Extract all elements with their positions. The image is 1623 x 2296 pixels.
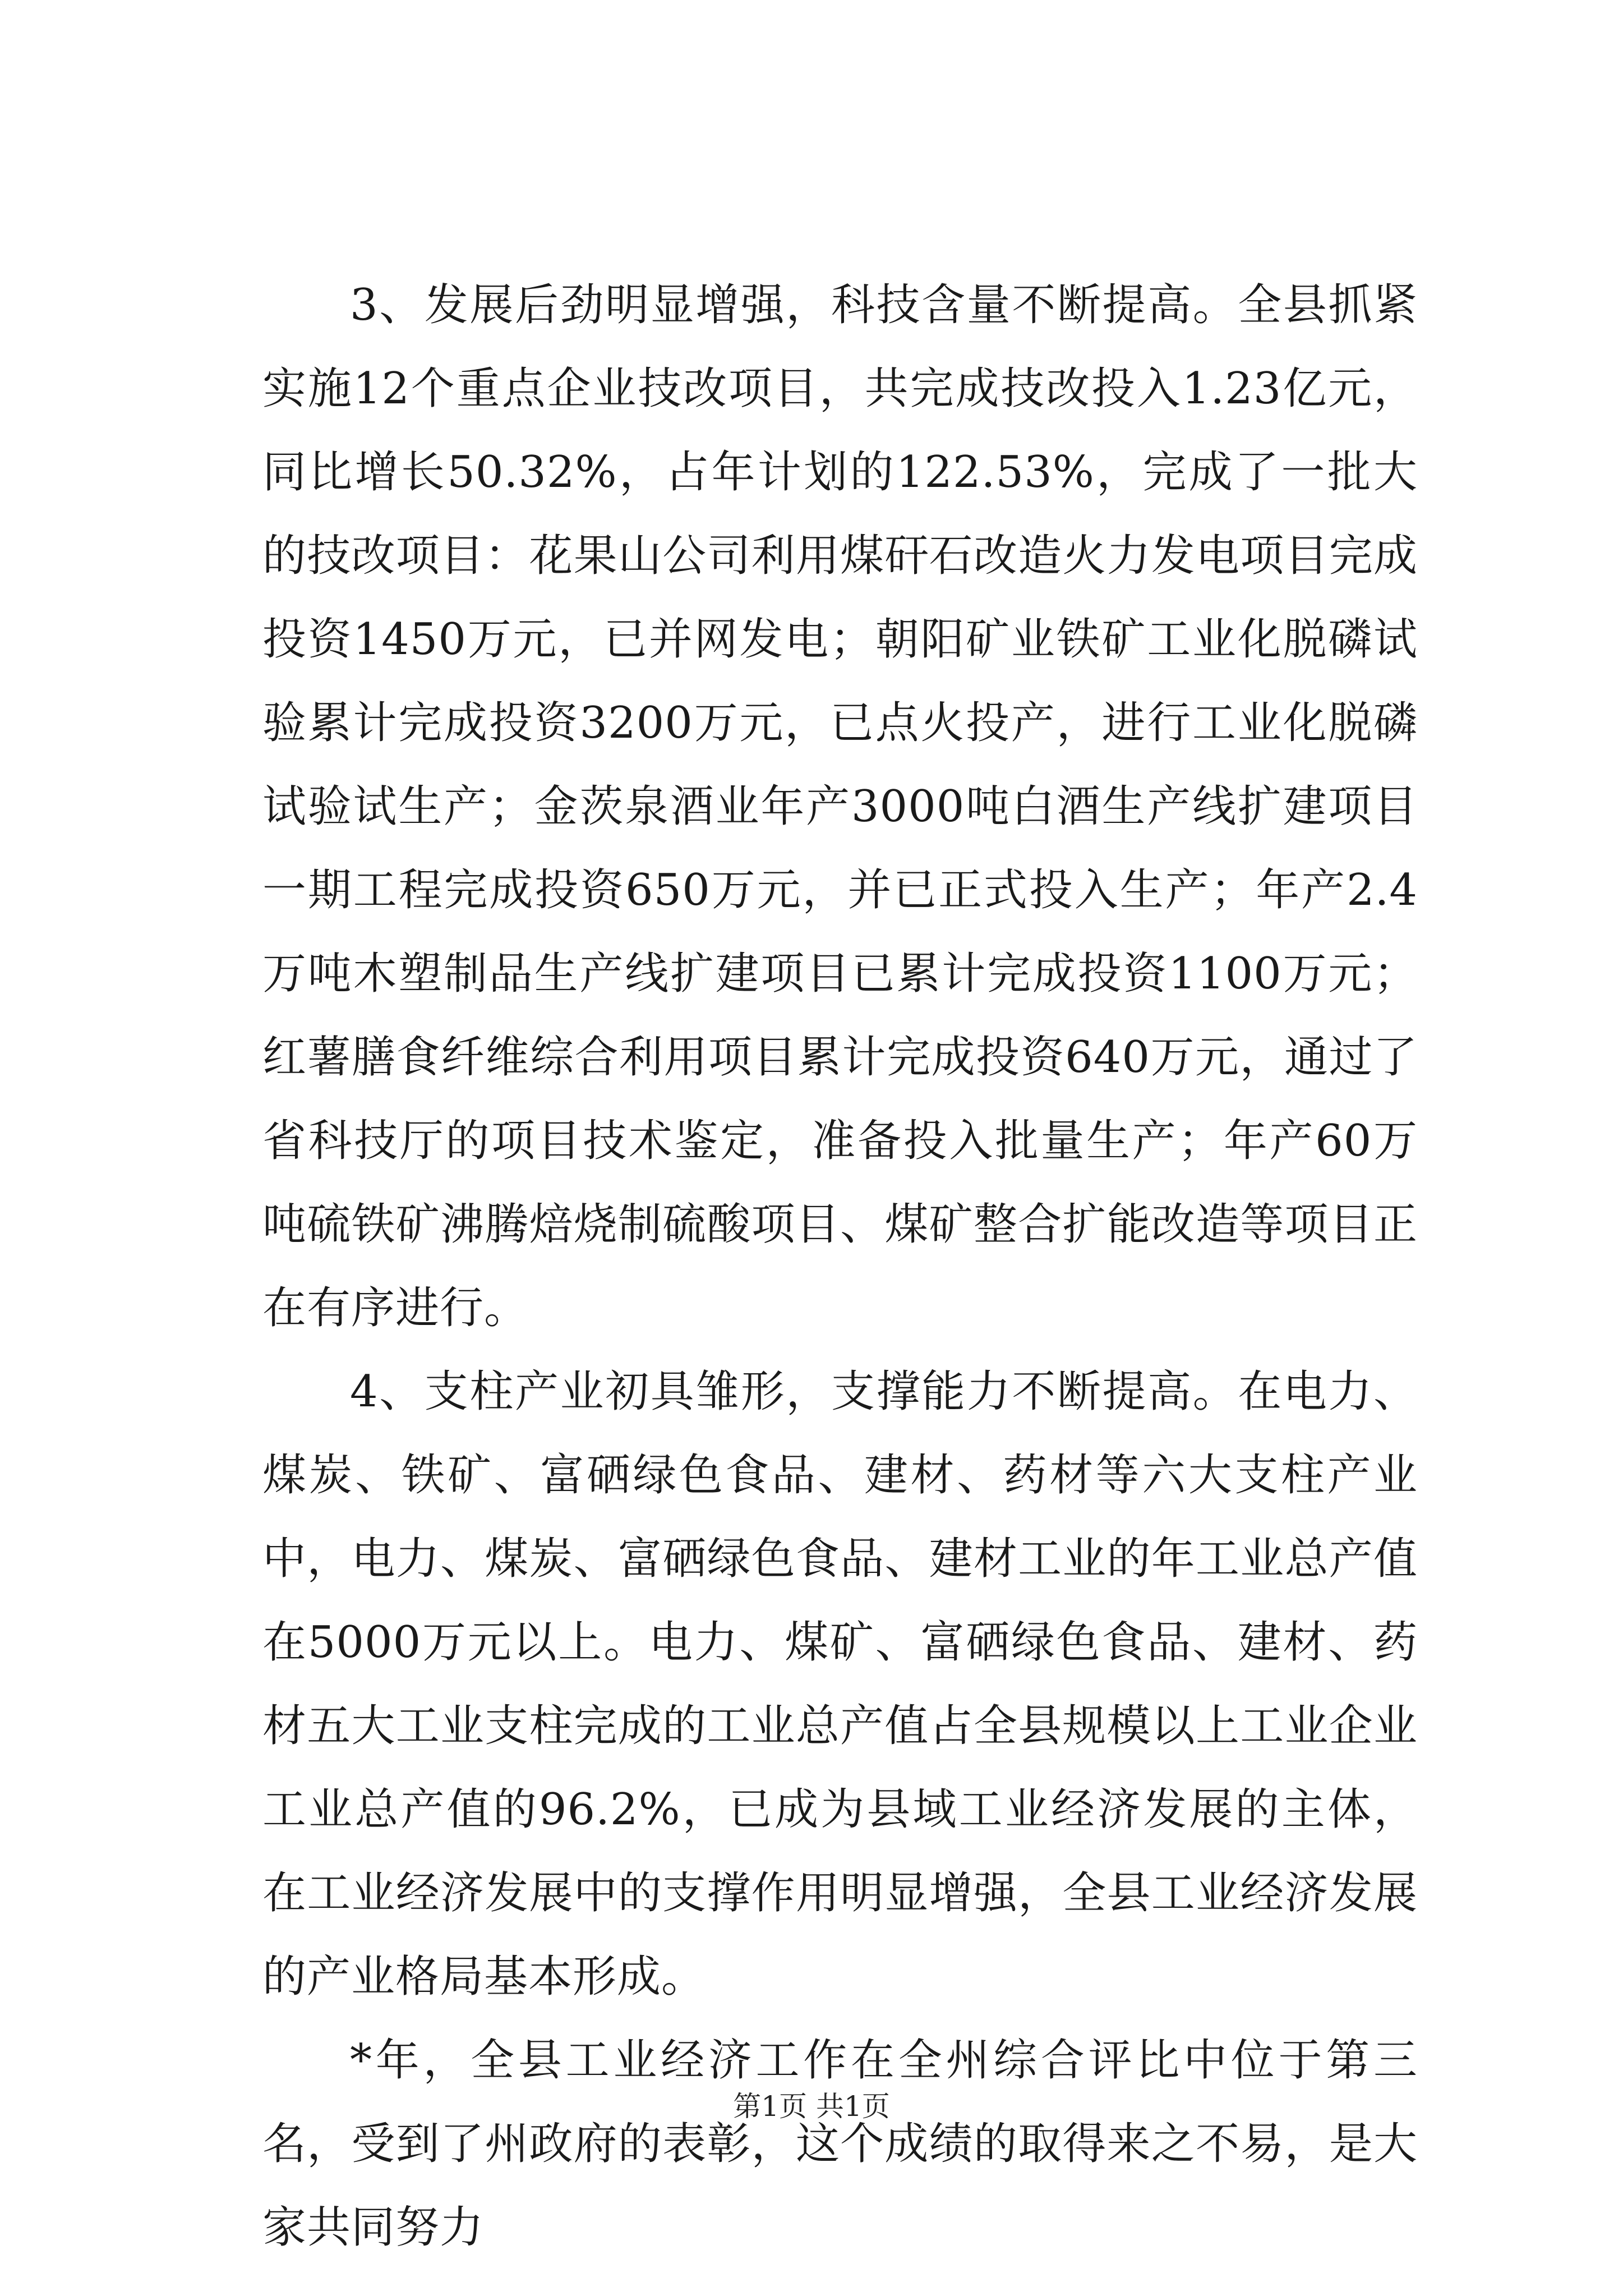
paragraph-tech-upgrade: 3、发展后劲明显增强，科技含量不断提高。全县抓紧实施12个重点企业技改项目，共完成技改投入1.23亿元，同比增长50.32%，占年计划的122.53%，完成了一批大的技改项目：花果山公司利用煤矸石改造火力发电项目完成投资1450万元，已并网发电；朝阳矿业铁矿工业化脱磷试验累计完成投资3200万元，已点火投产，进行工业化脱磷试验试生产；金茨泉酒业年产3000吨白酒生产线扩建项目一期工程完成投资650万元，并已正式投入生产；年产2.4万吨木塑制品生产线扩建项目已累计完成投资1100万元；红薯膳食纤维综合利用项目累计完成投资640万元，通过了省科技厅的项目技术鉴定，准备投入批量生产；年产60万吨硫铁矿沸腾焙烧制硫酸项目、煤矿整合扩能改造等项目正在有序进行。 — [262, 280, 1418, 1333]
page-footer: 第1页 共1页 — [733, 2090, 890, 2123]
document-body — [262, 264, 1418, 2270]
paragraph-annual-ranking: *年，全县工业经济工作在全州综合评比中位于第三名，受到了州政府的表彰，这个成绩的取得来之不易，是大家共同努力 — [262, 2035, 1418, 2253]
paragraph-pillar-industries: 4、支柱产业初具雏形，支撑能力不断提高。在电力、煤炭、铁矿、富硒绿色食品、建材、药材等六大支柱产业中，电力、煤炭、富硒绿色食品、建材工业的年工业总产值在5000万元以上。电力、煤矿、富硒绿色食品、建材、药材五大工业支柱完成的工业总产值占全县规模以上工业企业工业总产值的96.2%，已成为县域工业经济发展的主体，在工业经济发展中的支撑作用明显增强，全县工业经济发展的产业格局基本形成。 — [262, 1366, 1418, 2002]
